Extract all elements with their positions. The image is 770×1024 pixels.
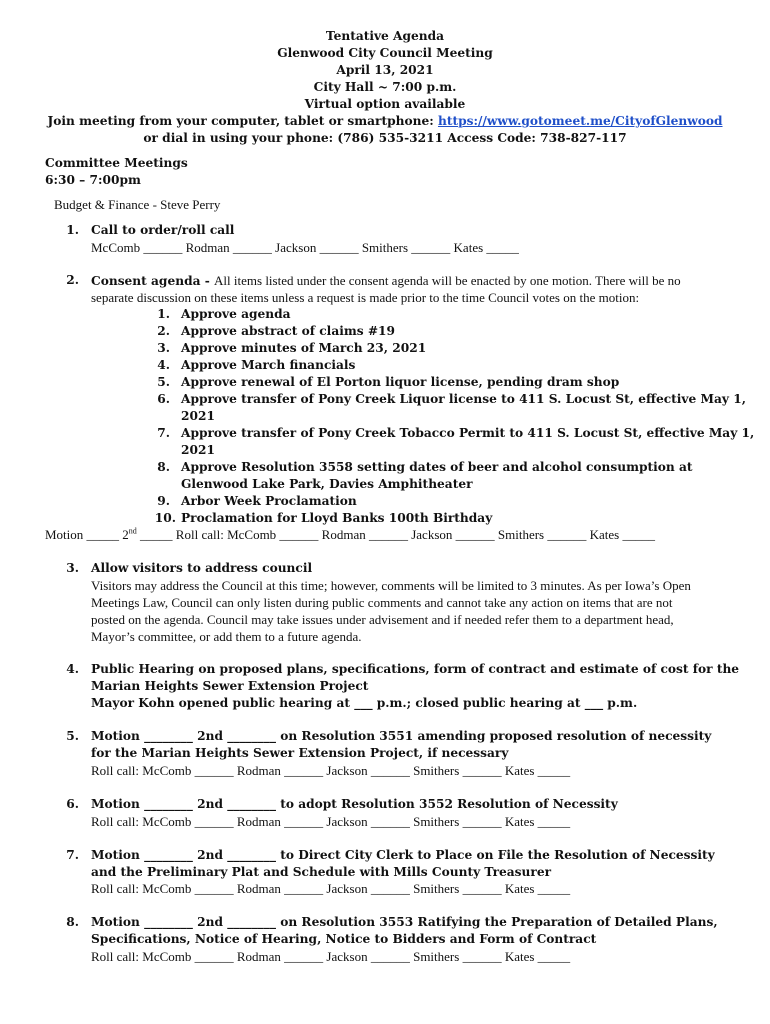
budget-finance: Budget & Finance - Steve Perry bbox=[54, 197, 221, 212]
meeting-date: April 13, 2021 bbox=[336, 63, 434, 77]
item-title: Motion ________ 2nd ________ to Direct City Clerk to Place on File the Resolution of Necessity bbox=[91, 848, 715, 862]
dial-in-line: or dial in using your phone: (786) 535-3211 Access Code: 738-827-117 bbox=[143, 131, 627, 145]
sub-item-cont: Glenwood Lake Park, Davies Amphitheater bbox=[181, 477, 473, 491]
sub-item-number: 9. bbox=[157, 494, 170, 508]
item-title: Motion ________ 2nd ________ to adopt Resolution 3552 Resolution of Necessity bbox=[91, 797, 618, 811]
item-title: Public Hearing on proposed plans, specifications, form of contract and estimate of cost for the bbox=[91, 662, 740, 676]
item-title: Motion ________ 2nd ________ on Resolution 3553 Ratifying the Preparation of Detailed Plans, bbox=[91, 915, 718, 929]
item-title: Motion ________ 2nd ________ on Resolution 3551 amending proposed resolution of necessity bbox=[91, 729, 712, 743]
item-number: 6. bbox=[66, 797, 79, 811]
agenda-title: Tentative Agenda bbox=[325, 29, 445, 43]
join-prefix: Join meeting from your computer, tablet or smartphone: bbox=[47, 114, 438, 128]
sub-item: Approve March financials bbox=[181, 358, 356, 372]
roll-call: Roll call: McComb ______ Rodman ______ Jackson ______ Smithers ______ Kates _____ bbox=[91, 881, 571, 896]
meeting-name: Glenwood City Council Meeting bbox=[277, 46, 493, 60]
item-title: Allow visitors to address council bbox=[91, 561, 313, 575]
sub-item: Approve renewal of El Porton liquor license, pending dram shop bbox=[181, 375, 620, 389]
motion-b: _____ Roll call: McComb ______ Rodman ______ Jackson ______ Smithers ______ Kates _____ bbox=[136, 527, 655, 542]
motion-roll-call bbox=[45, 526, 655, 543]
committee-time: 6:30 – 7:00pm bbox=[45, 173, 141, 187]
sub-item-number: 3. bbox=[157, 341, 170, 355]
roll-call: Roll call: McComb ______ Rodman ______ Jackson ______ Smithers ______ Kates _____ bbox=[91, 763, 571, 778]
hearing-times: Mayor Kohn opened public hearing at ___ p.m.; closed public hearing at ___ p.m. bbox=[91, 696, 638, 710]
item-title: Call to order/roll call bbox=[91, 223, 235, 237]
sub-item: Approve Resolution 3558 setting dates of beer and alcohol consumption at bbox=[181, 460, 693, 474]
visitors-text: Meetings Law, Council can only listen during public comments and cannot take any action on items that are not bbox=[91, 595, 673, 610]
roll-call: Roll call: McComb ______ Rodman ______ Jackson ______ Smithers ______ Kates _____ bbox=[91, 814, 571, 829]
sub-item: Arbor Week Proclamation bbox=[181, 494, 357, 508]
motion-a: Motion _____ 2 bbox=[45, 527, 129, 542]
sub-item-number: 7. bbox=[157, 426, 170, 440]
item-number: 3. bbox=[66, 561, 79, 575]
sub-item-number: 5. bbox=[157, 375, 170, 389]
meeting-link[interactable]: https://www.gotomeet.me/CityofGlenwood bbox=[437, 114, 723, 128]
item-title-cont: and the Preliminary Plat and Schedule with Mills County Treasurer bbox=[91, 865, 551, 879]
sub-item-cont: 2021 bbox=[181, 443, 215, 457]
consent-line-1 bbox=[91, 272, 681, 290]
sub-item-number: 10. bbox=[154, 511, 176, 525]
meeting-time: City Hall ~ 7:00 p.m. bbox=[313, 80, 457, 94]
item-number: 2. bbox=[66, 273, 79, 287]
sub-item-cont: 2021 bbox=[181, 409, 215, 423]
item-number: 8. bbox=[66, 915, 79, 929]
sub-item-number: 1. bbox=[157, 307, 170, 321]
visitors-text: Mayor’s committee, or add them to a future agenda. bbox=[91, 629, 362, 644]
ordinal-suffix: nd bbox=[128, 526, 137, 536]
consent-title: Consent agenda - bbox=[91, 274, 215, 288]
visitors-text: posted on the agenda. Council may take issues under advisement and if needed refer them to a department head, bbox=[91, 612, 674, 627]
sub-item-number: 8. bbox=[157, 460, 170, 474]
sub-item-number: 6. bbox=[157, 392, 170, 406]
sub-item-number: 2. bbox=[157, 324, 170, 338]
sub-item: Approve transfer of Pony Creek Liquor license to 411 S. Locust St, effective May 1, bbox=[181, 392, 746, 406]
join-line bbox=[0, 113, 770, 130]
item-number: 1. bbox=[66, 223, 79, 237]
item-title-cont: Marian Heights Sewer Extension Project bbox=[91, 679, 369, 693]
sub-item: Approve abstract of claims #19 bbox=[181, 324, 396, 338]
item-title-cont: for the Marian Heights Sewer Extension Project, if necessary bbox=[91, 746, 509, 760]
sub-item: Approve minutes of March 23, 2021 bbox=[181, 341, 427, 355]
item-number: 4. bbox=[66, 662, 79, 676]
consent-text: All items listed under the consent agenda will be enacted by one motion. There will be no bbox=[214, 273, 681, 288]
consent-line-2: separate discussion on these items unless a request is made prior to the time Council votes on the motion: bbox=[91, 290, 640, 305]
roll-call: Roll call: McComb ______ Rodman ______ Jackson ______ Smithers ______ Kates _____ bbox=[91, 949, 571, 964]
item-number: 7. bbox=[66, 848, 79, 862]
visitors-text: Visitors may address the Council at this time; however, comments will be limited to 3 minutes. As per Iowa’s Open bbox=[91, 578, 691, 593]
roll-call: McComb ______ Rodman ______ Jackson ______ Smithers ______ Kates _____ bbox=[91, 240, 519, 255]
virtual-option: Virtual option available bbox=[304, 97, 466, 111]
item-number: 5. bbox=[66, 729, 79, 743]
committee-title: Committee Meetings bbox=[45, 156, 188, 170]
sub-item-number: 4. bbox=[157, 358, 170, 372]
sub-item: Approve transfer of Pony Creek Tobacco Permit to 411 S. Locust St, effective May 1, bbox=[181, 426, 755, 440]
sub-item: Approve agenda bbox=[181, 307, 291, 321]
sub-item: Proclamation for Lloyd Banks 100th Birthday bbox=[181, 511, 493, 525]
item-title-cont: Specifications, Notice of Hearing, Notice to Bidders and Form of Contract bbox=[91, 932, 597, 946]
